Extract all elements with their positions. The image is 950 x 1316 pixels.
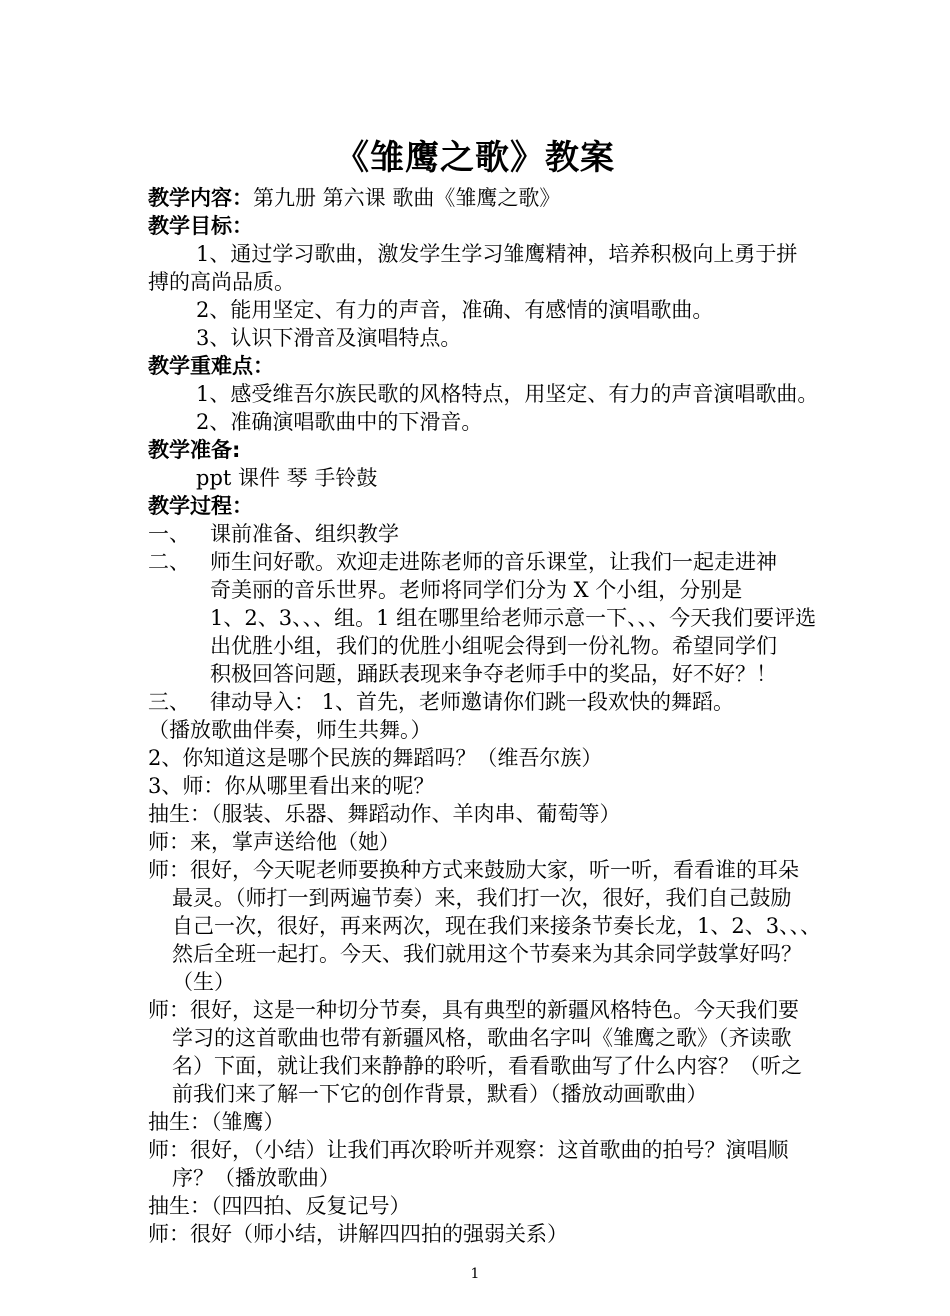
step2-number: 二、 bbox=[148, 550, 190, 574]
para3-line-2: 序？（播放歌曲） bbox=[172, 1166, 340, 1190]
step2-line-5: 积极回答问题，踊跃表现来争夺老师手中的奖品，好不好？！ bbox=[210, 662, 777, 686]
para1-line-2: 最灵。（师打一到两遍节奏）来，我们打一次，很好，我们自己鼓励 bbox=[172, 886, 792, 910]
step1-number: 一、 bbox=[148, 522, 190, 546]
objective-line-3: 3、认识下滑音及演唱特点。 bbox=[196, 326, 462, 350]
step2-line-2: 奇美丽的音乐世界。老师将同学们分为 X 个小组，分别是 bbox=[210, 578, 743, 602]
para2-line-1: 师：很好，这是一种切分节奏，具有典型的新疆风格特色。今天我们要 bbox=[148, 998, 799, 1022]
process-line-b: 抽生：（四四拍、反复记号） bbox=[148, 1194, 411, 1218]
preparation-text: ppt 课件 琴 手铃鼓 bbox=[196, 466, 378, 490]
objectives-heading: 教学目标： bbox=[148, 214, 253, 238]
objective-line-2: 2、能用坚定、有力的声音，准确、有感情的演唱歌曲。 bbox=[196, 298, 714, 322]
step2-line-4: 出优胜小组，我们的优胜小组呢会得到一份礼物。希望同学们 bbox=[210, 634, 777, 658]
difficulties-heading: 教学重难点： bbox=[148, 354, 274, 378]
process-line-1: （播放歌曲伴奏，师生共舞。） bbox=[148, 718, 432, 742]
step3-text: 律动导入： 1、首先，老师邀请你们跳一段欢快的舞蹈。 bbox=[210, 690, 735, 714]
step2-line-1: 师生问好歌。欢迎走进陈老师的音乐课堂，让我们一起走进神 bbox=[210, 550, 777, 574]
process-line-2: 2、你知道这是哪个民族的舞蹈吗？（维吾尔族） bbox=[148, 746, 603, 770]
para2-line-3: 名）下面，就让我们来静静的聆听，看看歌曲写了什么内容？（听之 bbox=[172, 1054, 802, 1078]
process-line-4: 抽生：（服装、乐器、舞蹈动作、羊肉串、葡萄等） bbox=[148, 802, 621, 826]
process-line-a: 抽生：（雏鹰） bbox=[148, 1110, 285, 1134]
page-title: 《雏鹰之歌》教案 bbox=[335, 138, 615, 178]
para3-line-1: 师：很好，（小结）让我们再次聆听并观察：这首歌曲的拍号？演唱顺 bbox=[148, 1138, 789, 1162]
difficulty-line-1: 1、感受维吾尔族民歌的风格特点，用坚定、有力的声音演唱歌曲。 bbox=[196, 382, 819, 406]
content-line bbox=[148, 184, 560, 212]
process-line-3: 3、师：你从哪里看出来的呢？ bbox=[148, 774, 435, 798]
process-heading: 教学过程： bbox=[148, 494, 253, 518]
para1-line-5: （生） bbox=[172, 970, 235, 994]
objective-line-1: 1、通过学习歌曲，激发学生学习雏鹰精神，培养积极向上勇于拼 bbox=[196, 242, 798, 266]
para2-line-2: 学习的这首歌曲也带有新疆风格，歌曲名字叫《雏鹰之歌》（齐读歌 bbox=[172, 1026, 792, 1050]
process-line-c: 师：很好（师小结，讲解四四拍的强弱关系） bbox=[148, 1222, 568, 1246]
preparation-heading: 教学准备: bbox=[148, 438, 241, 462]
para1-line-3: 自己一次，很好，再来两次，现在我们来接条节奏长龙，1、2、3、、、 bbox=[172, 914, 822, 938]
para2-line-4: 前我们来了解一下它的创作背景，默看）（播放动画歌曲） bbox=[172, 1082, 708, 1106]
step1-text: 课前准备、组织教学 bbox=[210, 522, 399, 546]
page-number: 1 bbox=[470, 1266, 480, 1282]
step3-number: 三、 bbox=[148, 690, 190, 714]
process-line-5: 师：来，掌声送给他（她） bbox=[148, 830, 400, 854]
step2-line-3: 1、2、3、、、组。1 组在哪里给老师示意一下、、、今天我们要评选 bbox=[210, 606, 817, 630]
para1-line-1: 师：很好，今天呢老师要换种方式来鼓励大家，听一听，看看谁的耳朵 bbox=[148, 858, 799, 882]
content-text: 第九册 第六课 歌曲《雏鹰之歌》 bbox=[253, 186, 561, 210]
objective-line-1-cont: 搏的高尚品质。 bbox=[148, 270, 295, 294]
para1-line-4: 然后全班一起打。今天、我们就用这个节奏来为其余同学鼓掌好吗？ bbox=[172, 942, 802, 966]
content-label: 教学内容： bbox=[148, 186, 253, 210]
difficulty-line-2: 2、准确演唱歌曲中的下滑音。 bbox=[196, 410, 483, 434]
